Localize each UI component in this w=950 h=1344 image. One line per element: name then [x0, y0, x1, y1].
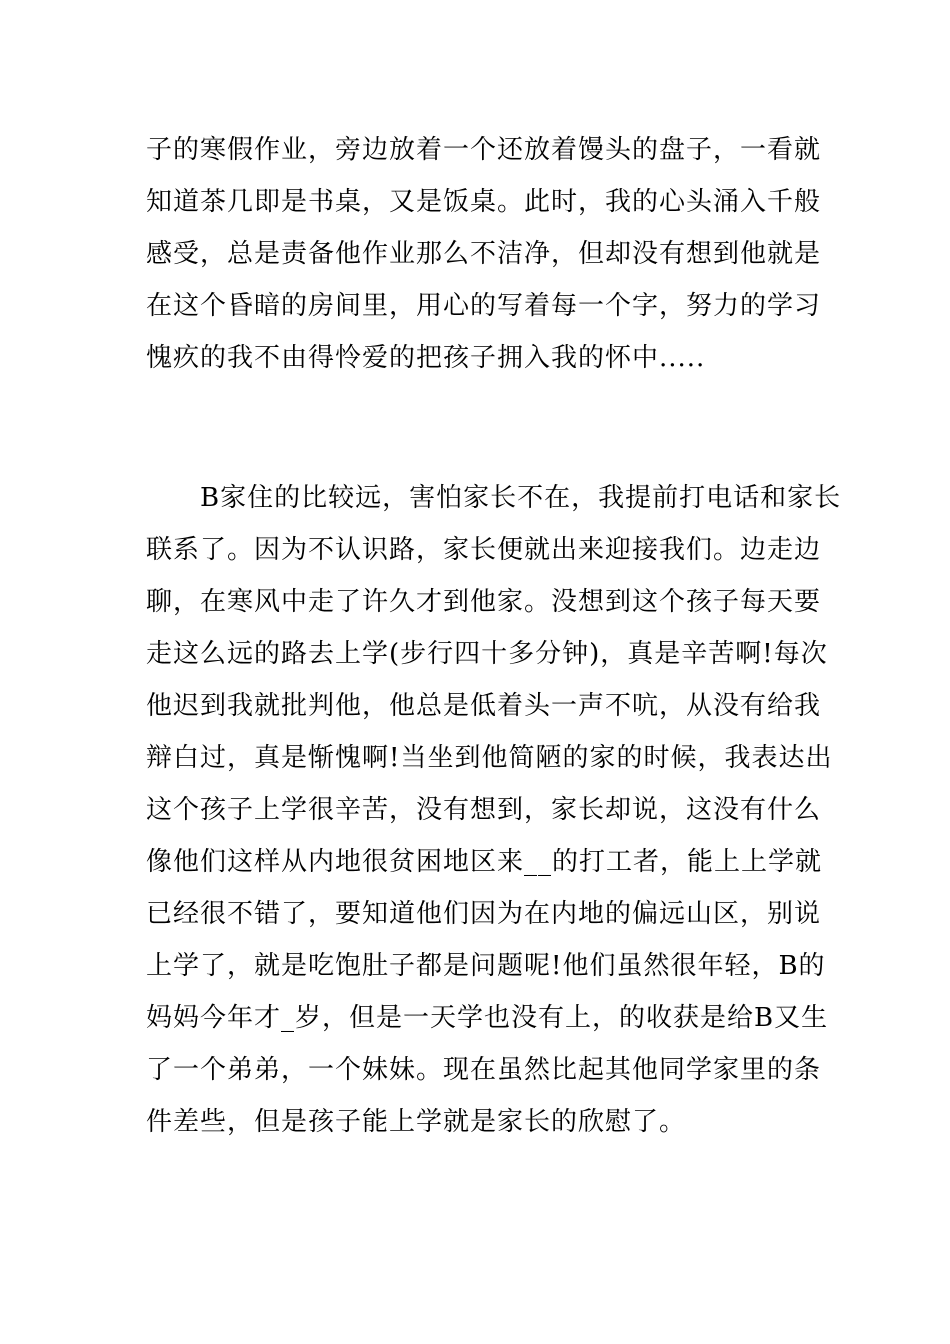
- paragraph-line: 子的寒假作业，旁边放着一个还放着馒头的盘子，一看就: [146, 135, 822, 165]
- paragraph-line: 他迟到我就批判他，他总是低着头一声不吭，从没有给我: [146, 691, 822, 721]
- paragraph-line: 已经很不错了，要知道他们因为在内地的偏远山区，别说: [146, 899, 822, 929]
- paragraph-line: B家住的比较远，害怕家长不在，我提前打电话和家长: [146, 483, 842, 513]
- paragraph-line: 感受，总是责备他作业那么不洁净，但却没有想到他就是: [146, 239, 822, 269]
- paragraph-line: 像他们这样从内地很贫困地区来__的打工者，能上上学就: [146, 847, 823, 877]
- paragraph-1: [146, 124, 822, 384]
- paragraph-line: 走这么远的路去上学(步行四十多分钟)，真是辛苦啊!每次: [146, 639, 828, 669]
- paragraph-line: 妈妈今年才_岁，但是一天学也没有上，的收获是给B又生: [146, 1003, 829, 1033]
- paragraph-line: 件差些，但是孩子能上学就是家长的欣慰了。: [146, 1107, 687, 1137]
- paragraph-line: 聊，在寒风中走了许久才到他家。没想到这个孩子每天要: [146, 587, 822, 617]
- paragraph-line: 在这个昏暗的房间里，用心的写着每一个字，努力的学习: [146, 291, 822, 321]
- paragraph-2: [146, 472, 842, 1148]
- paragraph-line: 辩白过，真是惭愧啊!当坐到他简陋的家的时候，我表达出: [146, 743, 833, 773]
- paragraph-line: 了一个弟弟，一个妹妹。现在虽然比起其他同学家里的条: [146, 1055, 822, 1085]
- paragraph-line: 联系了。因为不认识路，家长便就出来迎接我们。边走边: [146, 535, 822, 565]
- paragraph-line: 这个孩子上学很辛苦，没有想到，家长却说，这没有什么: [146, 795, 822, 825]
- paragraph-line: 知道茶几即是书桌，又是饭桌。此时，我的心头涌入千般: [146, 187, 822, 217]
- paragraph-line: 上学了，就是吃饱肚子都是问题呢!他们虽然很年轻，B的: [146, 951, 826, 981]
- paragraph-line: 愧疚的我不由得怜爱的把孩子拥入我的怀中.....: [146, 343, 706, 373]
